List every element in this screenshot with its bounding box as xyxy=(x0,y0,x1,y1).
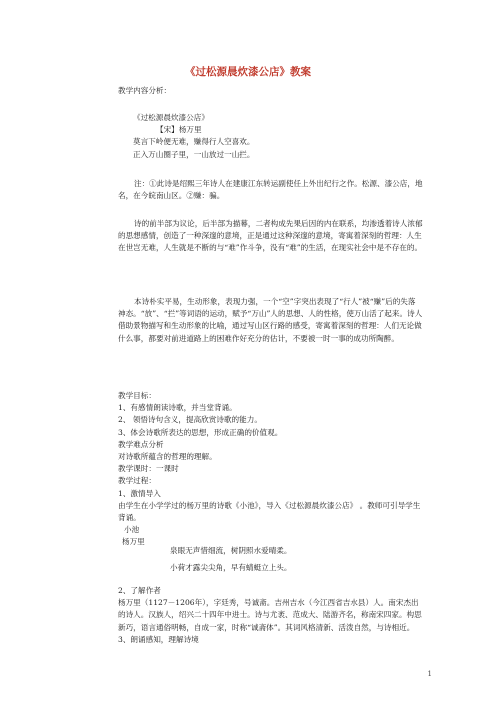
page-number: 1 xyxy=(427,670,432,678)
note-paragraph xyxy=(118,178,423,202)
section-heading: 教学目标： xyxy=(118,391,156,400)
section-heading: 教学内容分析： xyxy=(118,86,172,95)
poem2-line: 小荷才露尖尖角，早有蜻蜓立上头。 xyxy=(170,563,292,573)
objective-item: 1、有感情朗读诗歌，并当堂背诵。 xyxy=(118,403,237,413)
section-heading: 教学过程： xyxy=(118,476,156,486)
poem2-author: 杨万里 xyxy=(122,537,145,547)
poem-line: 正入万山圈子里，一山放过一山拦。 xyxy=(133,149,255,159)
step-heading: 2、了解作者 xyxy=(118,586,161,595)
step-heading: 1、激情导入 xyxy=(118,488,161,498)
section-objectives xyxy=(118,390,423,549)
objective-item: 2、 领悟诗句含义，提高欣赏诗歌的能力。 xyxy=(118,415,262,425)
section-author-intro xyxy=(118,585,423,646)
analysis-paragraph-1 xyxy=(118,218,423,255)
poem-author: 【宋】杨万里 xyxy=(156,125,202,135)
step-text: 杨万里（1127－1206年），字廷秀，号诚斋。吉州吉水（今江西省吉水县）人。南宋杰出的诗人。汉族人，绍兴二十四年中进士。诗与尤袤、范成大、陆游齐名，称南宋四家。构思新巧，语言通俗明畅，自成一家，时称“诚斋体”。其词风格清新、活泼自然，与诗相近。 xyxy=(118,598,422,632)
analysis-paragraph-2 xyxy=(118,296,423,345)
section-heading: 教学难点分析 xyxy=(118,439,164,449)
poem2-line: 泉眼无声惜细流，树阴照水爱晴柔。 xyxy=(170,546,292,555)
poem2-title: 小池 xyxy=(124,525,140,535)
section-content-analysis xyxy=(118,85,423,97)
step-heading: 3、朗诵感知，理解诗境 xyxy=(118,634,199,644)
objective-item: 3、体会诗歌所表达的思想，形成正确的价值观。 xyxy=(118,427,283,437)
poem-block xyxy=(118,112,423,161)
paragraph-text: 本诗朴实平易，生动形象，表现力强，一个“空”字突出表现了“行人”被“赚”后的失落神态。“放”、“拦”等词语的运动，赋予“万山”人的思想、人的性格，使万山活了起来。诗人借助景物描写和生动形象的比喻，通过写山区行路的感受，寄寓着深刻的哲理：人们无论做什么事，都要对前进道路上的困难作好充分的估计，不要被一时一事的成功所陶醉。 xyxy=(118,297,423,343)
section-heading: 教学课时：一课时 xyxy=(118,464,179,474)
step-text: 由学生在小学学过的杨万里的诗歌《小池》，导入《过松源晨炊漆公店》 。教师可引导学生背诵。 xyxy=(118,500,421,523)
note-text: 注：①此诗是绍熙三年诗人在建康江东转运副使任上外出纪行之作。松源、漆公店，地名，在今皖南山区。②赚：骗。 xyxy=(118,179,423,201)
paragraph-text: 诗的前半部为议论，后半部为描幕，二者构成先果后因的内在联系，均渗透着诗人浓郁的思想感情，创造了一种深邃的意境，正是通过这种深邃的意境，寄寓着深刻的哲理：人生在世岂无难，人生就是不断的与“难”作斗争，没有“难”的生活，在现实社会中是不存在的。 xyxy=(118,219,423,253)
poem-line: 莫言下岭便无难，赚得行人空喜欢。 xyxy=(133,137,255,147)
poem-title: 《过松源晨炊漆公店》 xyxy=(133,113,209,122)
poem2-lines xyxy=(118,545,423,574)
document-title: 《过松源晨炊漆公店》教案 xyxy=(185,66,311,78)
difficulty-text: 对诗歌所蕴含的哲理的理解。 xyxy=(118,452,217,462)
